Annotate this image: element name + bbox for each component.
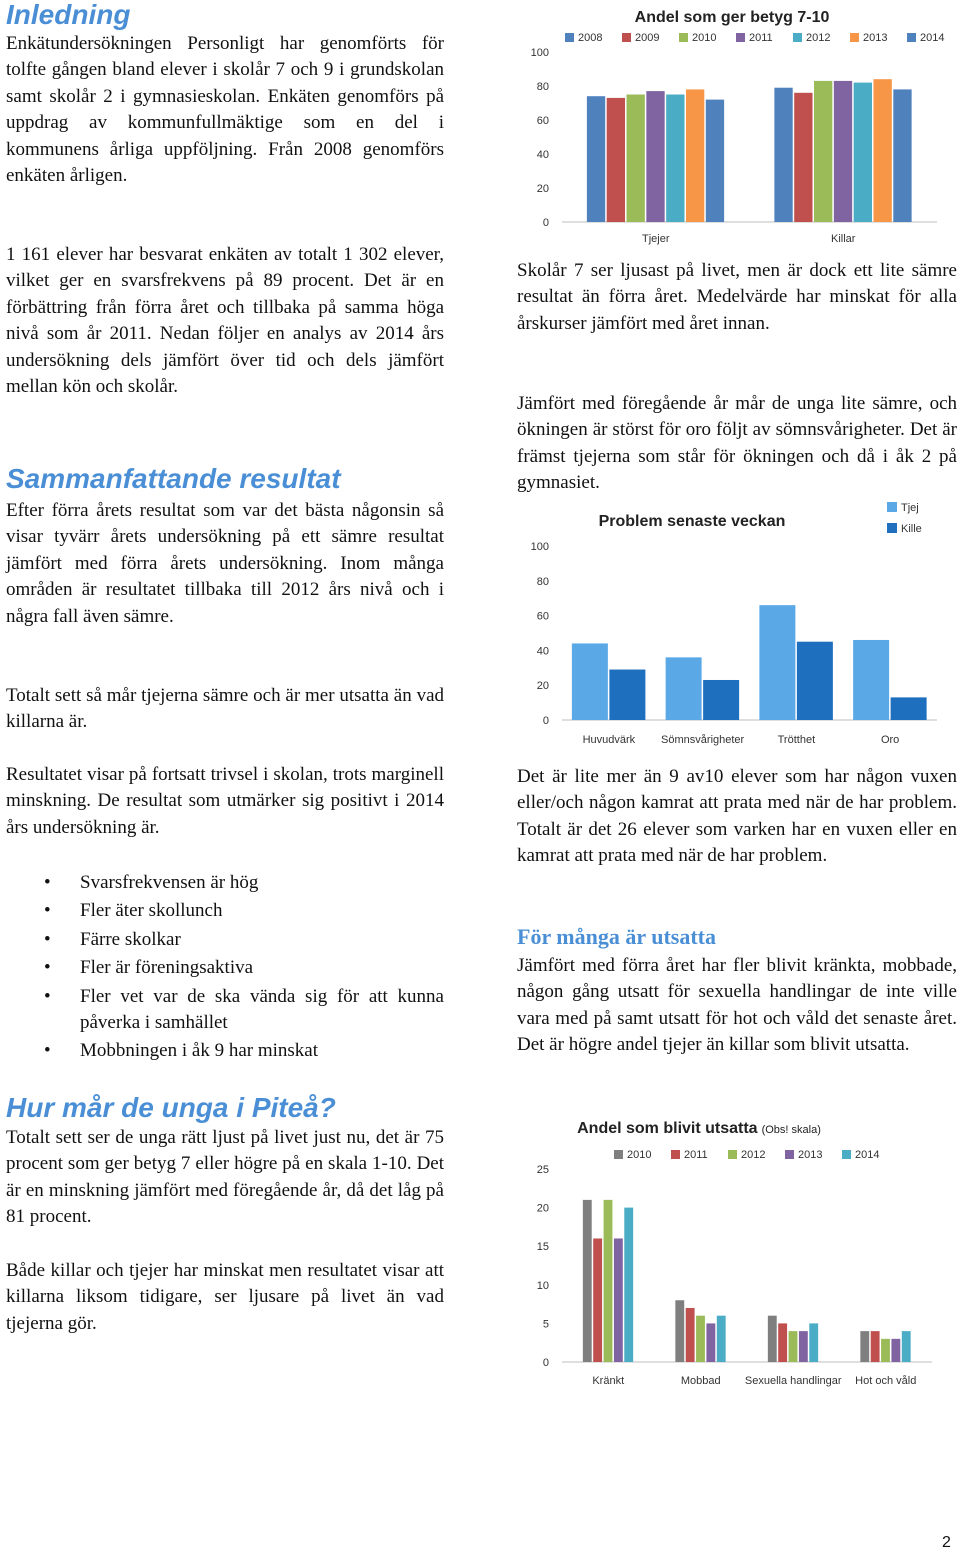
bar [891,1339,900,1362]
y-tick-label: 0 [542,217,549,229]
right-paragraph-4: Jämfört med förra året har fler blivit kränkta, mobbade, någon gång utsatt för sexuella handlingar de inte ville vara med på samt utsatt för hot och våld det senaste året. Det är högre andel tjejer än killar som blivit utsatta. [517,955,957,1056]
bar [609,670,645,720]
legend-swatch [887,502,897,512]
legend-label: 2014 [920,32,945,44]
wellbeing-heading: Hur mår de unga i Piteå? [6,1092,336,1123]
wellbeing-paragraph-2: Både killar och tjejer har minskat men resultatet visar att killarna liksom tidigare, ser ljusare på livet än vad tjejerna gör. [6,1260,444,1334]
bar [666,95,684,223]
right-paragraph-1: Skolår 7 ser ljusast på livet, men är dock ett lite sämre resultat än förra året. Medelvärde har minskat för alla årskurser jämfört med året innan. [517,260,957,334]
bar [759,605,795,720]
bar [675,1300,684,1362]
bar [814,81,832,222]
legend-label: 2009 [635,32,660,44]
bar [873,79,891,222]
x-category-label: Mobbad [680,1375,721,1387]
bar [717,1316,726,1362]
chart-title: Problem senaste veckan [598,513,786,530]
y-tick-label: 0 [542,1357,549,1369]
x-category-label: Hot och våld [855,1375,917,1387]
bar [768,1316,777,1362]
legend-label: 2013 [863,32,888,44]
wellbeing-paragraph-1: Totalt sett ser de unga rätt ljust på livet just nu, det är 75 procent som ger betyg 7 eller högre på en skala 1-10. Det är en minskning jämfört med föregående år, då det låg på 81 procent. [6,1127,444,1228]
y-tick-label: 100 [530,541,549,553]
legend-swatch [850,33,859,42]
chart-title: Andel som blivit utsatta (Obs! skala) [577,1120,821,1137]
bar [706,100,724,222]
bar [604,1200,613,1362]
bar [902,1331,911,1362]
x-category-label: Oro [880,734,900,746]
summary-paragraph-3: Resultatet visar på fortsatt trivsel i skolan, trots marginell minskning. De resultat som utmärker sig positivt i 2014 års undersökning är. [6,764,444,838]
bar [853,640,889,720]
summary-paragraph-1: Efter förra årets resultat som var det bästa någonsin så visar tyvärr årets undersökning på ett sämre resultat jämfört med förra årets undersökning. Inom många områden är resultatet tillbaka till 2012 års nivå och i några fall även sämre. [6,500,444,627]
summary-heading: Sammanfattande resultat [6,463,341,494]
bar [572,643,608,720]
legend-swatch [736,33,745,42]
bar [834,81,852,222]
bar [583,1200,592,1362]
bar [774,88,792,222]
bar [871,1331,880,1362]
y-tick-label: 20 [536,183,549,195]
bar [627,95,645,223]
chart-andel-betyg [517,0,957,250]
y-tick-label: 20 [536,1202,549,1215]
intro-paragraph-1: Enkätundersökningen Personligt har genomförts för tolfte gången bland elever i skolår 7 och 9 i grundskolan samt skolår 2 i gymnasieskolan. Enkäten genomförs på uppdrag av kommunfullmäktige som en del i kommunens årliga uppföljning. Från 2008 genomförs enkäten årligen. [6,33,444,187]
y-tick-label: 60 [536,610,549,623]
bar [614,1238,623,1362]
x-category-label: Killar [831,233,856,245]
legend-swatch [622,33,631,42]
legend-label: Kille [901,523,922,535]
intro-heading: Inledning [6,0,131,30]
chart-title: Andel som ger betyg 7-10 [634,9,830,26]
y-tick-label: 0 [542,715,549,727]
y-tick-label: 10 [536,1279,549,1292]
utsatta-heading: För många är utsatta [517,924,717,949]
bar [797,642,833,720]
x-category-label: Sexuella handlingar [744,1375,842,1387]
legend-label: 2012 [806,32,831,44]
legend-swatch [887,523,897,533]
legend-swatch [565,33,574,42]
y-tick-label: 80 [536,81,549,93]
y-tick-label: 40 [536,645,549,658]
bar [686,1308,695,1362]
y-tick-label: 20 [536,680,549,693]
legend-swatch [679,33,688,42]
bar [778,1323,787,1362]
bar [696,1316,705,1362]
legend-label: 2014 [855,1149,880,1161]
y-tick-label: 5 [542,1318,549,1331]
chart-andel-utsatta [517,1105,957,1395]
legend-label: 2012 [741,1149,766,1161]
y-tick-label: 15 [536,1241,549,1254]
legend-label: 2011 [749,32,773,44]
bar [624,1208,633,1362]
bar [593,1238,602,1362]
y-tick-label: 60 [536,115,549,127]
page-number: 2 [942,1534,951,1551]
bar [881,1339,890,1362]
bar [607,98,625,222]
legend-label: 2013 [798,1149,823,1161]
bar [587,96,605,222]
positive-results-list [6,870,444,1067]
list-item: • Svarsfrekvensen är hög [6,870,444,896]
x-category-label: Huvudvärk [582,734,636,746]
y-tick-label: 40 [536,149,549,161]
x-category-label: Trötthet [777,734,816,746]
legend-swatch [671,1150,680,1159]
bar [703,680,739,720]
legend-label: Tjej [901,502,919,514]
legend-label: 2008 [578,32,603,44]
bar [789,1331,798,1362]
bar [893,89,911,222]
bar [891,697,927,720]
list-item: • Fler äter skollunch [6,898,444,924]
summary-paragraph-2: Totalt sett så mår tjejerna sämre och är mer utsatta än vad killarna är. [6,685,444,733]
x-category-label: Tjejer [641,233,670,245]
right-paragraph-3: Det är lite mer än 9 av10 elever som har någon vuxen eller/och någon kamrat att prata med när de har problem. Totalt är det 26 elever som varken har en vuxen eller en kamrat att prata med när de har problem. [517,766,957,867]
y-tick-label: 25 [536,1164,549,1176]
chart-problem-veckan [517,500,957,750]
y-tick-label: 80 [536,575,549,588]
bar [666,657,702,720]
bar [809,1323,818,1362]
legend-swatch [907,33,916,42]
legend-label: 2011 [684,1149,708,1161]
list-item: • Mobbningen i åk 9 har minskat [6,1038,444,1064]
bar [686,89,704,222]
list-item: • Fler är föreningsaktiva [6,955,444,981]
intro-paragraph-2: 1 161 elever har besvarat enkäten av totalt 1 302 elever, vilket ger en svarsfrekvens på 89 procent. Det är en förbättring från förra året och tillbaka på samma höga nivå som år 2011. Nedan följer en analys av 2014 års undersökning dels jämfört över tid och dels jämfört mellan kön och skolår. [6,244,444,398]
x-category-label: Kränkt [592,1375,625,1387]
bar [706,1323,715,1362]
list-item: • Färre skolkar [6,927,444,953]
legend-swatch [842,1150,851,1159]
list-item: • Fler vet var de ska vända sig för att kunna påverka i samhället [6,984,444,1037]
x-category-label: Sömnsvårigheter [661,734,745,746]
right-paragraph-2: Jämfört med föregående år mår de unga lite sämre, och ökningen är störst för oro följt av sömnsvårigheter. Det är främst tjejerna som står för ökningen och då i åk 2 på gymnasiet. [517,393,957,494]
legend-label: 2010 [627,1149,652,1161]
legend-swatch [793,33,802,42]
legend-swatch [785,1150,794,1159]
bar [646,91,664,222]
bar [799,1331,808,1362]
bar [854,83,872,222]
bar [794,93,812,222]
legend-swatch [728,1150,737,1159]
y-tick-label: 100 [530,47,549,59]
legend-swatch [614,1150,623,1159]
legend-label: 2010 [692,32,717,44]
chart-subtitle: (Obs! skala) [761,1124,821,1136]
bar [860,1331,869,1362]
